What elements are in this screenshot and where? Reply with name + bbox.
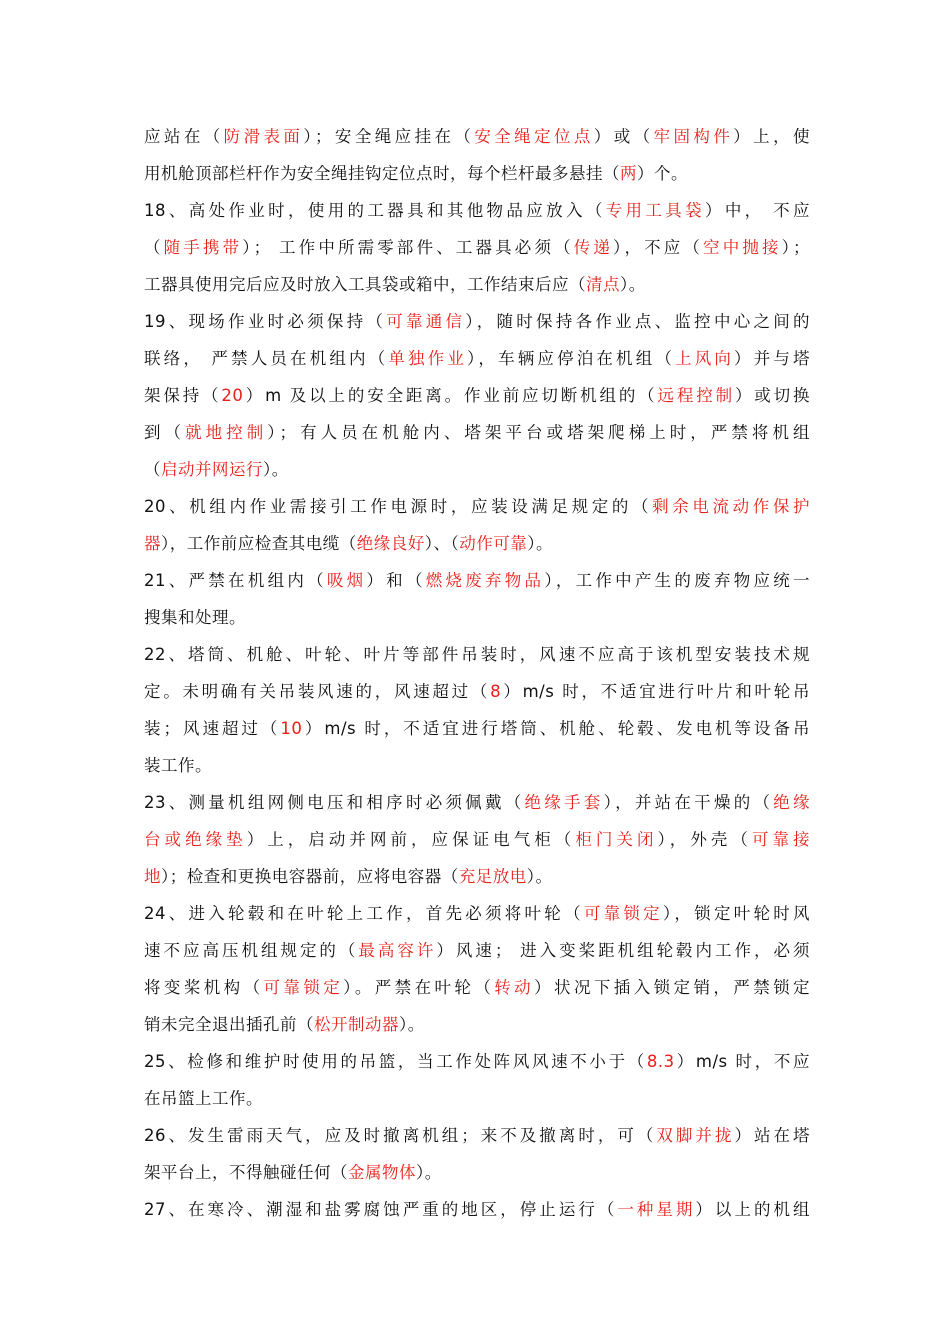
text-line bbox=[144, 710, 810, 747]
line-text: ）上，启动并网前，应保证电气柜（ bbox=[246, 830, 576, 849]
text-line bbox=[144, 821, 810, 858]
answer-text: 柜门关闭 bbox=[575, 830, 658, 849]
answer-text: 动作可靠 bbox=[459, 534, 528, 553]
line-text: 23、测量机组网侧电压和相序时必须佩戴（ bbox=[144, 793, 525, 812]
answer-text: 单独作业 bbox=[388, 349, 468, 368]
line-text: ）。 bbox=[620, 275, 646, 294]
line-text: 27、在寒冷、潮湿和盐雾腐蚀严重的地区，停止运行（ bbox=[144, 1200, 618, 1219]
answer-text: 充足放电 bbox=[458, 867, 527, 886]
line-text: ）。 bbox=[526, 867, 553, 886]
line-text: ）、（ bbox=[424, 534, 460, 553]
answer-text: 防滑表面 bbox=[223, 127, 304, 146]
answer-text: 专用工具袋 bbox=[605, 201, 705, 220]
line-text: 装；风速超过（ bbox=[144, 719, 281, 738]
answer-text: 可靠锁定 bbox=[583, 904, 663, 923]
answer-text: 绝缘良好 bbox=[356, 534, 425, 553]
answer-text: 器 bbox=[144, 534, 161, 553]
text-line bbox=[144, 451, 810, 488]
text-line bbox=[144, 858, 810, 895]
line-text: 架平台上，不得触碰任何（ bbox=[144, 1163, 348, 1182]
line-text: ）。 bbox=[399, 1015, 425, 1034]
text-line bbox=[144, 1191, 810, 1228]
answer-text: 吸烟 bbox=[326, 571, 367, 590]
text-line bbox=[144, 1117, 810, 1154]
line-text: 搜集和处理。 bbox=[144, 608, 246, 627]
line-text: ）状况下插入锁定销，严禁锁定 bbox=[534, 978, 811, 997]
answer-text: 20 bbox=[221, 386, 244, 405]
answer-text: 金属物体 bbox=[348, 1163, 416, 1182]
text-line bbox=[144, 377, 810, 414]
line-text: ）站在塔 bbox=[734, 1126, 810, 1145]
answer-text: 启动并网运行 bbox=[161, 460, 263, 479]
text-line bbox=[144, 599, 810, 636]
line-text: ），工作中产生的废弃物应统一 bbox=[544, 571, 811, 590]
line-text: 应站在（ bbox=[144, 127, 224, 146]
line-text: 21、严禁在机组内（ bbox=[144, 571, 327, 590]
answer-text: 8 bbox=[490, 682, 502, 701]
line-text: ）。 bbox=[527, 534, 553, 553]
answer-text: 8.3 bbox=[646, 1052, 675, 1071]
line-text: （ bbox=[144, 460, 161, 479]
text-line bbox=[144, 673, 810, 710]
line-text: ）中， 不应 bbox=[704, 201, 810, 220]
line-text: 用机舱顶部栏杆作为安全绳挂钩定位点时，每个栏杆最多悬挂（ bbox=[144, 164, 620, 183]
line-text: 18、高处作业时，使用的工器具和其他物品应放入（ bbox=[144, 201, 606, 220]
text-line bbox=[144, 1043, 810, 1080]
answer-text: 空中抛接 bbox=[703, 238, 782, 257]
line-text: ），不应（ bbox=[613, 238, 704, 257]
answer-text: 双脚并拢 bbox=[656, 1126, 735, 1145]
line-text: ），随时保持各作业点、监控中心之间的 bbox=[465, 312, 811, 331]
line-text: ）风速； 进入变桨距机组轮毂内工作，必须 bbox=[436, 941, 811, 960]
answer-text: 燃烧废弃物品 bbox=[425, 571, 545, 590]
answer-text: 松开制动器 bbox=[314, 1015, 399, 1034]
answer-text: 台或绝缘垫 bbox=[144, 830, 247, 849]
line-text: （ bbox=[144, 238, 164, 257]
answer-text: 远程控制 bbox=[657, 386, 735, 405]
text-line bbox=[144, 192, 810, 229]
line-text: ）； 工作中所需零部件、工器具必须（ bbox=[242, 238, 574, 257]
answer-text: 绝缘 bbox=[773, 793, 811, 812]
line-text: ）。严禁在叶轮（ bbox=[343, 978, 495, 997]
line-text: ）。 bbox=[416, 1163, 442, 1182]
line-text: ），工作前应检查其电缆（ bbox=[161, 534, 357, 553]
line-text: ）上，使 bbox=[733, 127, 811, 146]
line-text: ）；安全绳应挂在（ bbox=[303, 127, 475, 146]
answer-text: 上风向 bbox=[675, 349, 735, 368]
line-text: ）；检查和更换电容器前，应将电容器（ bbox=[161, 867, 459, 886]
line-text: 工器具使用完后应及时放入工具袋或箱中，工作结束后应（ bbox=[144, 275, 586, 294]
text-line bbox=[144, 266, 810, 303]
answer-text: 可靠通信 bbox=[386, 312, 466, 331]
line-text: 装工作。 bbox=[144, 756, 212, 775]
text-line bbox=[144, 969, 810, 1006]
line-text: 销未完全退出插孔前（ bbox=[144, 1015, 314, 1034]
line-text: ）以上的机组 bbox=[695, 1200, 810, 1219]
line-text: ）或切换 bbox=[734, 386, 811, 405]
line-text: 速不应高压机组规定的（ bbox=[144, 941, 359, 960]
text-line bbox=[144, 1080, 810, 1117]
line-text: 架保持（ bbox=[144, 386, 222, 405]
text-line bbox=[144, 747, 810, 784]
text-line bbox=[144, 414, 810, 451]
line-text: 20、机组内作业需接引工作电源时，应装设满足规定的（ bbox=[144, 497, 653, 516]
line-text: ），外壳（ bbox=[657, 830, 752, 849]
line-text: ），并站在干燥的（ bbox=[603, 793, 774, 812]
line-text: 26、发生雷雨天气，应及时撤离机组；来不及撤离时，可（ bbox=[144, 1126, 657, 1145]
answer-text: 两 bbox=[620, 164, 637, 183]
answer-text: 传递 bbox=[573, 238, 614, 257]
answer-text: 牢固构件 bbox=[653, 127, 734, 146]
document-body bbox=[144, 118, 810, 1228]
line-text: 将变桨机构（ bbox=[144, 978, 264, 997]
text-line bbox=[144, 303, 810, 340]
line-text: 25、检修和维护时使用的吊篮，当工作处阵风风速不小于（ bbox=[144, 1052, 647, 1071]
text-line bbox=[144, 488, 810, 525]
line-text: ）；有人员在机舱内、塔架平台或塔架爬梯上时，严禁将机组 bbox=[267, 423, 810, 442]
line-text: 在吊篮上工作。 bbox=[144, 1089, 263, 1108]
line-text: ）个。 bbox=[637, 164, 688, 183]
answer-text: 绝缘手套 bbox=[524, 793, 604, 812]
answer-text: 就地控制 bbox=[185, 423, 268, 442]
line-text: ）。 bbox=[263, 460, 289, 479]
answer-text: 安全绳定位点 bbox=[474, 127, 594, 146]
line-text: ）m/s 时，不适宜进行塔筒、机舱、轮毂、发电机等设备吊 bbox=[302, 719, 811, 738]
line-text: ）m/s 时，不适宜进行叶片和叶轮吊 bbox=[501, 682, 810, 701]
text-line bbox=[144, 562, 810, 599]
text-line bbox=[144, 229, 810, 266]
text-line bbox=[144, 118, 810, 155]
line-text: ）； bbox=[781, 238, 811, 257]
text-line bbox=[144, 895, 810, 932]
answer-text: 剩余电流动作保护 bbox=[652, 497, 810, 516]
answer-text: 可靠锁定 bbox=[263, 978, 344, 997]
answer-text: 10 bbox=[280, 719, 303, 738]
line-text: 联络， 严禁人员在机组内（ bbox=[144, 349, 389, 368]
answer-text: 可靠接 bbox=[751, 830, 811, 849]
answer-text: 清点 bbox=[586, 275, 620, 294]
text-line bbox=[144, 1154, 810, 1191]
answer-text: 地 bbox=[144, 867, 161, 886]
text-line bbox=[144, 340, 810, 377]
answer-text: 随手携带 bbox=[163, 238, 243, 257]
text-line bbox=[144, 525, 810, 562]
line-text: ）m/s 时，不应 bbox=[674, 1052, 810, 1071]
line-text: 19、现场作业时必须保持（ bbox=[144, 312, 387, 331]
line-text: 24、进入轮毂和在叶轮上工作，首先必须将叶轮（ bbox=[144, 904, 584, 923]
answer-text: 最高容许 bbox=[358, 941, 437, 960]
text-line bbox=[144, 1006, 810, 1043]
line-text: ），车辆应停泊在机组（ bbox=[467, 349, 676, 368]
text-line bbox=[144, 155, 810, 192]
answer-text: 一种星期 bbox=[617, 1200, 696, 1219]
line-text: ）和（ bbox=[366, 571, 426, 590]
line-text: ）并与塔 bbox=[734, 349, 811, 368]
line-text: ）m 及以上的安全距离。作业前应切断机组的（ bbox=[243, 386, 658, 405]
line-text: ）或（ bbox=[593, 127, 654, 146]
text-line bbox=[144, 932, 810, 969]
text-line bbox=[144, 636, 810, 673]
line-text: 定。未明确有关吊装风速的，风速超过（ bbox=[144, 682, 491, 701]
answer-text: 转动 bbox=[494, 978, 535, 997]
text-line bbox=[144, 784, 810, 821]
line-text: 22、塔筒、机舱、叶轮、叶片等部件吊装时，风速不应高于该机型安装技术规 bbox=[144, 645, 810, 664]
line-text: ），锁定叶轮时风 bbox=[662, 904, 811, 923]
line-text: 到（ bbox=[144, 423, 186, 442]
